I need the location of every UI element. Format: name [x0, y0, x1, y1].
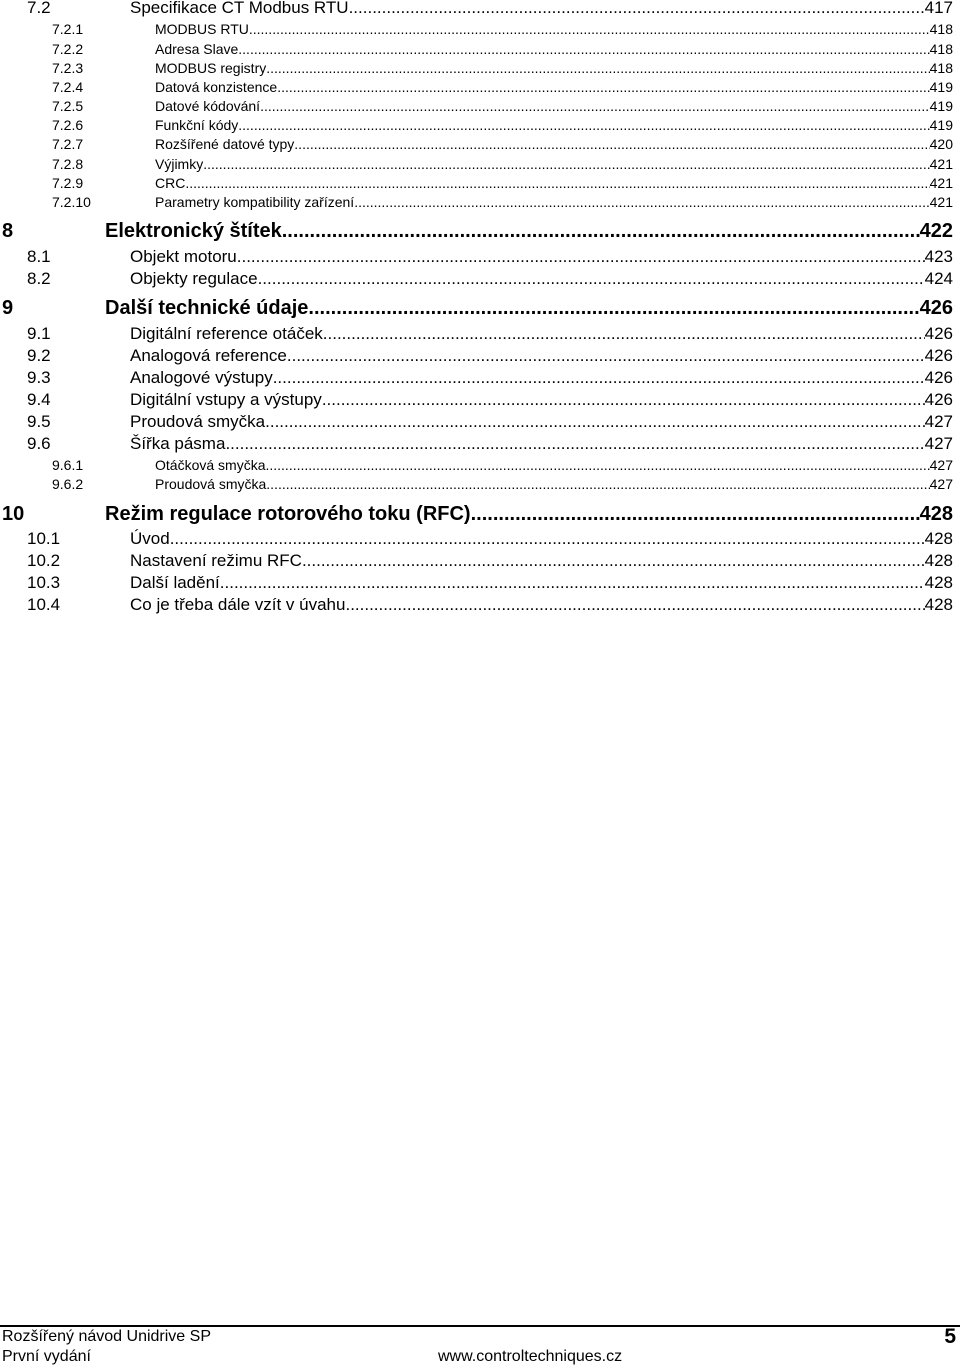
- toc-entry-title: Analogová reference: [130, 346, 287, 365]
- toc-entry-number: 9.2: [27, 346, 51, 365]
- toc-entry-page: 417: [924, 0, 953, 17]
- toc-entry-number: 8: [2, 220, 14, 242]
- toc-entry[interactable]: [0, 324, 953, 345]
- toc-entry-number: 7.2: [27, 0, 51, 17]
- toc-entry-page: 427: [929, 476, 953, 492]
- toc-entry-title: Digitální reference otáček: [130, 324, 323, 343]
- toc-entry-title-line: [130, 247, 953, 267]
- toc-entry-page: 426: [924, 368, 953, 387]
- toc-entry-title-line: [105, 297, 953, 320]
- footer-doc-title: Rozšířený návod Unidrive SP: [2, 1328, 211, 1345]
- dot-leader: [277, 79, 929, 95]
- toc-entry-title: MODBUS RTU: [155, 21, 249, 37]
- toc-entry-title-line: [130, 269, 953, 289]
- dot-leader: [282, 220, 920, 243]
- toc-entry[interactable]: [0, 551, 953, 572]
- toc-entry-number: 9.4: [27, 390, 51, 409]
- toc-entry-title: Proudová smyčka: [155, 476, 267, 492]
- toc-entry[interactable]: [0, 595, 953, 616]
- toc-entry[interactable]: [0, 390, 953, 411]
- toc-entry-number: 9.1: [27, 324, 51, 343]
- toc-entry-number: 7.2.3: [52, 60, 84, 76]
- toc-entry-title: Další technické údaje: [105, 297, 309, 319]
- dot-leader: [323, 324, 925, 344]
- toc-entry-title-line: [130, 346, 953, 366]
- dot-leader: [170, 529, 925, 549]
- toc-entry-page: 419: [929, 79, 953, 95]
- toc-entry-title-line: [155, 136, 953, 152]
- toc-entry[interactable]: [0, 21, 953, 39]
- toc-entry-title-line: [130, 573, 953, 593]
- toc-entry-page: 421: [929, 194, 953, 210]
- toc-entry-number: 9.3: [27, 368, 51, 387]
- toc-entry-number: 9.6.1: [52, 457, 84, 473]
- toc-entry[interactable]: [0, 457, 953, 475]
- toc-entry-page: 426: [924, 324, 953, 343]
- toc-entry-number: 10.2: [27, 551, 61, 570]
- toc-entry-title: Datová konzistence: [155, 79, 278, 95]
- toc-entry-title: Úvod: [130, 529, 170, 548]
- toc-entry-title-line: [130, 0, 953, 18]
- toc-entry-page: 419: [929, 117, 953, 133]
- toc-entry[interactable]: [0, 194, 953, 212]
- toc-entry-number: 7.2.2: [52, 41, 84, 57]
- toc-entry-title-line: [130, 368, 953, 388]
- toc-entry-title: Otáčková smyčka: [155, 457, 266, 473]
- toc-entry-title-line: [155, 175, 953, 191]
- toc-entry-title: Datové kódování: [155, 98, 261, 114]
- toc-entry-title-line: [130, 434, 953, 454]
- toc-entry[interactable]: [0, 368, 953, 389]
- toc-entry[interactable]: [0, 98, 953, 116]
- toc-chapter-entry[interactable]: [0, 503, 953, 528]
- toc-entry-title-line: [105, 503, 953, 526]
- toc-entry[interactable]: [0, 79, 953, 97]
- toc-entry-title: MODBUS registry: [155, 60, 267, 76]
- toc-entry-page: 428: [919, 503, 953, 525]
- toc-entry[interactable]: [0, 434, 953, 455]
- dot-leader: [294, 136, 929, 152]
- toc-entry-title: Rozšířené datové typy: [155, 136, 295, 152]
- toc-entry-number: 7.2.6: [52, 117, 84, 133]
- toc-entry-title: Šířka pásma: [130, 434, 226, 453]
- toc-entry-page: 428: [924, 595, 953, 614]
- toc-entry-page: 424: [924, 269, 953, 288]
- toc-entry-title-line: [155, 156, 953, 172]
- toc-entry-title-line: [155, 21, 953, 37]
- toc-entry-page: 426: [919, 297, 953, 319]
- dot-leader: [266, 60, 929, 76]
- toc-entry-number: 10.1: [27, 529, 61, 548]
- toc-entry-title: Proudová smyčka: [130, 412, 266, 431]
- footer-url: www.controltechniques.cz: [438, 1348, 623, 1365]
- dot-leader: [238, 41, 929, 57]
- dot-leader: [349, 0, 925, 18]
- toc-entry-number: 9.6.2: [52, 476, 84, 492]
- footer-edition: První vydání: [2, 1348, 91, 1365]
- toc-entry-title-line: [155, 41, 953, 57]
- toc-entry-number: 10.4: [27, 595, 61, 614]
- dot-leader: [249, 21, 930, 37]
- page-number: 5: [944, 1325, 956, 1348]
- toc-entry-title-line: [130, 551, 953, 571]
- toc-entry-title-line: [155, 457, 953, 473]
- toc-entry[interactable]: [0, 476, 953, 494]
- toc-entry-page: 418: [929, 41, 953, 57]
- toc-entry-number: 8.1: [27, 247, 51, 266]
- toc-entry[interactable]: [0, 412, 953, 433]
- dot-leader: [345, 595, 924, 615]
- toc-entry[interactable]: [0, 156, 953, 174]
- dot-leader: [265, 412, 925, 432]
- toc-entry-page: 426: [924, 390, 953, 409]
- dot-leader: [260, 98, 930, 114]
- toc-entry[interactable]: [0, 269, 953, 290]
- dot-leader: [354, 194, 929, 210]
- toc-entry-number: 7.2.1: [52, 21, 84, 37]
- dot-leader: [225, 434, 924, 454]
- toc-entry-page: 427: [929, 457, 953, 473]
- footer-divider: [0, 1325, 960, 1327]
- toc-entry-title: Parametry kompatibility zařízení: [155, 194, 355, 210]
- dot-leader: [308, 297, 919, 320]
- toc-entry-title: Další ladění: [130, 573, 220, 592]
- toc-entry-number: 9.6: [27, 434, 51, 453]
- dot-leader: [220, 573, 925, 593]
- toc-entry-page: 422: [919, 220, 953, 242]
- toc-entry[interactable]: [0, 117, 953, 135]
- toc-entry-title: Specifikace CT Modbus RTU: [130, 0, 349, 17]
- toc-entry-page: 426: [924, 346, 953, 365]
- toc-entry-page: 420: [929, 136, 953, 152]
- toc-entry-number: 7.2.4: [52, 79, 84, 95]
- toc-entry-number: 8.2: [27, 269, 51, 288]
- toc-entry-number: 7.2.9: [52, 175, 84, 191]
- toc-entry-page: 423: [924, 247, 953, 266]
- toc-entry[interactable]: [0, 573, 953, 594]
- toc-entry-page: 418: [929, 21, 953, 37]
- toc-entry[interactable]: [0, 346, 953, 367]
- toc-entry-page: 428: [924, 529, 953, 548]
- toc-entry[interactable]: [0, 41, 953, 59]
- toc-entry-title-line: [105, 220, 953, 243]
- toc-entry-page: 421: [929, 156, 953, 172]
- toc-entry-title: Co je třeba dále vzít v úvahu: [130, 595, 346, 614]
- toc-entry-page: 427: [924, 434, 953, 453]
- toc-entry-title: CRC: [155, 175, 186, 191]
- toc-entry-page: 421: [929, 175, 953, 191]
- toc-entry[interactable]: [0, 0, 953, 19]
- dot-leader: [265, 457, 929, 473]
- toc-chapter-entry[interactable]: [0, 297, 953, 322]
- toc-entry-title-line: [155, 117, 953, 133]
- toc-entry-number: 9: [2, 297, 14, 319]
- toc-entry[interactable]: [0, 136, 953, 154]
- dot-leader: [471, 503, 920, 526]
- toc-entry-number: 7.2.8: [52, 156, 84, 172]
- toc-entry-title: Adresa Slave: [155, 41, 239, 57]
- dot-leader: [185, 175, 929, 191]
- dot-leader: [237, 247, 925, 267]
- toc-entry[interactable]: [0, 247, 953, 268]
- toc-entry-page: 428: [924, 573, 953, 592]
- dot-leader: [266, 476, 929, 492]
- dot-leader: [273, 368, 925, 388]
- toc-entry-number: 7.2.10: [52, 194, 91, 210]
- dot-leader: [203, 156, 929, 172]
- toc-entry-title-line: [155, 60, 953, 76]
- toc-entry-title: Digitální vstupy a výstupy: [130, 390, 322, 409]
- dot-leader: [302, 551, 925, 571]
- toc-entry-page: 428: [924, 551, 953, 570]
- toc-entry-number: 10.3: [27, 573, 61, 592]
- toc-chapter-entry[interactable]: [0, 220, 953, 245]
- toc-entry-title: Režim regulace rotorového toku (RFC): [105, 503, 471, 525]
- dot-leader: [238, 117, 929, 133]
- toc-entry-title: Objekty regulace: [130, 269, 258, 288]
- toc-entry-page: 419: [929, 98, 953, 114]
- toc-entry-title: Objekt motoru: [130, 247, 237, 266]
- toc-entry-title-line: [155, 194, 953, 210]
- toc-entry-number: 7.2.7: [52, 136, 84, 152]
- toc-entry-title-line: [130, 529, 953, 549]
- toc-entry-title-line: [155, 79, 953, 95]
- toc-entry-title: Výjimky: [155, 156, 204, 172]
- toc-entry-title: Nastavení režimu RFC: [130, 551, 302, 570]
- toc-entry-title-line: [155, 98, 953, 114]
- toc-entry[interactable]: [0, 175, 953, 193]
- toc-entry-title-line: [130, 412, 953, 432]
- toc-entry-title-line: [130, 595, 953, 615]
- toc-entry-title: Funkční kódy: [155, 117, 239, 133]
- toc-entry[interactable]: [0, 60, 953, 78]
- toc-entry-page: 427: [924, 412, 953, 431]
- toc-entry-title-line: [130, 324, 953, 344]
- toc-entry-title: Analogové výstupy: [130, 368, 273, 387]
- toc-entry-page: 418: [929, 60, 953, 76]
- toc-entry-number: 9.5: [27, 412, 51, 431]
- dot-leader: [322, 390, 925, 410]
- toc-entry-title: Elektronický štítek: [105, 220, 282, 242]
- toc-entry-number: 10: [2, 503, 25, 525]
- toc-entry-title-line: [130, 390, 953, 410]
- toc-entry-number: 7.2.5: [52, 98, 84, 114]
- toc-entry-title-line: [155, 476, 953, 492]
- dot-leader: [287, 346, 925, 366]
- dot-leader: [258, 269, 925, 289]
- toc-entry[interactable]: [0, 529, 953, 550]
